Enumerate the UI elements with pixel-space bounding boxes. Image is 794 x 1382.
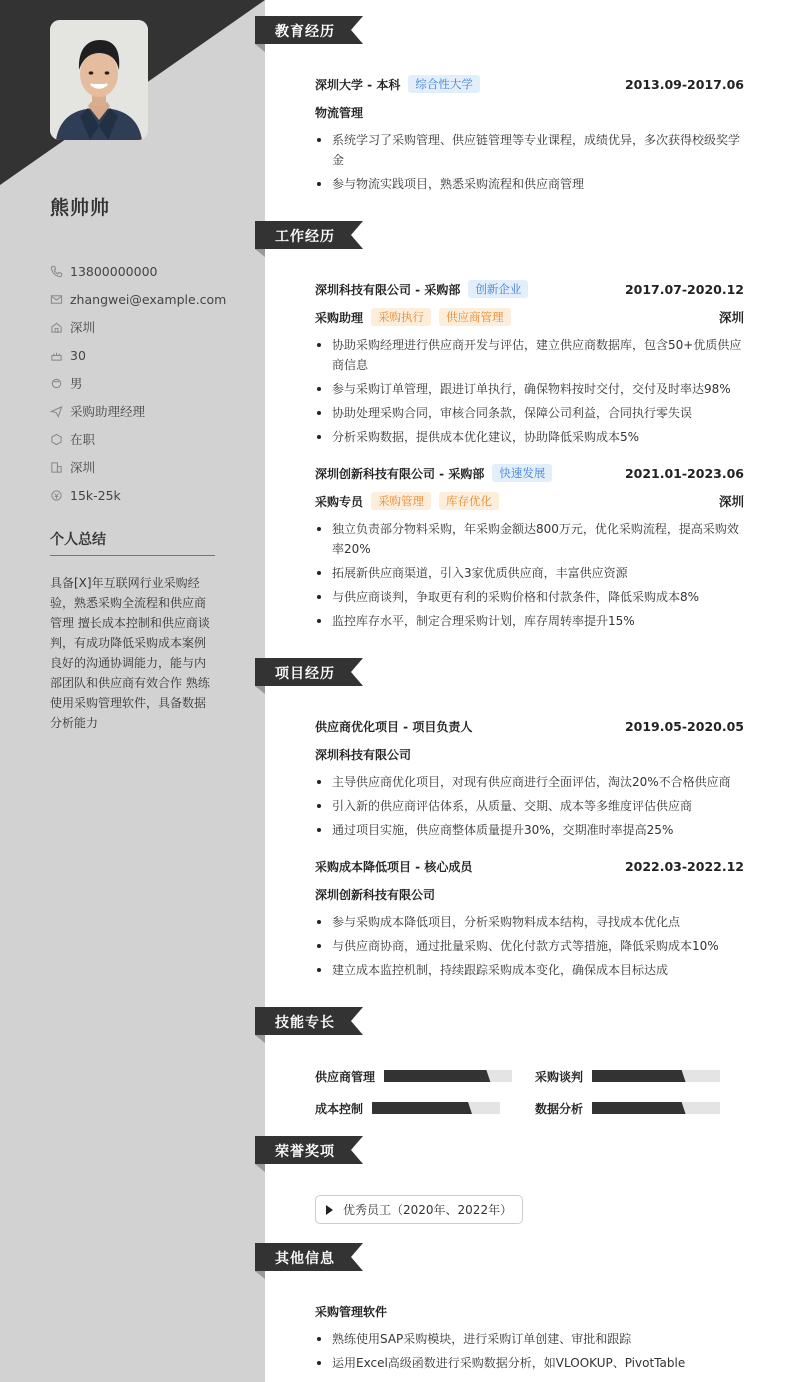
skill-bar (384, 1070, 512, 1082)
list-item: 拓展新供应商渠道，引入3家优质供应商，丰富供应资源 (315, 563, 745, 583)
section-work-title: 工作经历 (275, 229, 335, 245)
company-tag: 快速发展 (492, 464, 552, 482)
project-name: 采购成本降低项目 - 核心成员 (315, 859, 473, 874)
award-text: 优秀员工（2020年、2022年） (343, 1203, 513, 1217)
company-name: 深圳科技有限公司 - 采购部 (315, 282, 461, 297)
skill-item (315, 1066, 512, 1086)
list-item: 主导供应商优化项目，对现有供应商进行全面评估，淘汰20%不合格供应商 (315, 772, 745, 792)
work-location: 深圳 (718, 494, 744, 509)
education-header-row (315, 74, 744, 94)
section-awards-title: 荣誉奖项 (275, 1144, 335, 1160)
info-phone (50, 257, 226, 285)
salary-text: 15k-25k (70, 487, 121, 503)
position-tag: 库存优化 (439, 492, 499, 510)
list-item: 通过项目实施，供应商整体质量提升30%，交期准时率提高25% (315, 820, 745, 840)
info-target-job (50, 397, 226, 425)
work-1-header-row (315, 279, 744, 299)
phone-text: 13800000000 (70, 263, 158, 279)
home-icon (50, 321, 63, 334)
cake-icon (50, 349, 63, 362)
list-item: 建立成本监控机制，持续跟踪采购成本变化，确保成本目标达成 (315, 960, 745, 980)
project-period: 2019.05-2020.05 (624, 718, 744, 734)
gender-icon (50, 377, 63, 390)
info-target-city (50, 453, 226, 481)
section-fold (255, 44, 265, 52)
section-work-header (255, 221, 363, 251)
section-education-header (255, 16, 363, 46)
project-2-company-row (315, 884, 744, 904)
school-tag: 综合性大学 (408, 75, 480, 93)
main-content (265, 0, 794, 1382)
company-tag: 创新企业 (468, 280, 528, 298)
list-item: 参与采购成本降低项目，分析采购物料成本结构，寻找成本优化点 (315, 912, 745, 932)
list-item: 系统学习了采购管理、供应链管理等专业课程，成绩优异，多次获得校级奖学金 (315, 130, 745, 170)
skill-bar-fill (592, 1102, 720, 1114)
work-1-position-row (315, 307, 744, 327)
send-icon (50, 405, 63, 418)
section-awards-header (255, 1136, 363, 1166)
skill-name: 供应商管理 (315, 1069, 376, 1084)
list-item: 参与物流实践项目，熟悉采购流程和供应商管理 (315, 174, 745, 194)
info-email (50, 285, 226, 313)
list-item: 协助采购经理进行供应商开发与评估，建立供应商数据库，包含50+优质供应商信息 (315, 335, 745, 375)
project-company: 深圳创新科技有限公司 (315, 887, 436, 902)
skill-name: 成本控制 (315, 1101, 364, 1116)
work-period: 2021.01-2023.06 (624, 465, 744, 481)
work-2-bullets (315, 519, 745, 635)
section-other-header (255, 1243, 363, 1273)
info-age (50, 341, 226, 369)
position-tag: 供应商管理 (439, 308, 511, 326)
other-title: 采购管理软件 (315, 1304, 388, 1319)
play-icon (326, 1205, 333, 1215)
work-1-bullets (315, 335, 745, 451)
skill-bar-fill (592, 1070, 720, 1082)
money-icon (50, 489, 63, 502)
section-skills-title: 技能专长 (275, 1015, 335, 1031)
project-1-header-row (315, 716, 744, 736)
position-tag: 采购执行 (371, 308, 431, 326)
skill-bar (592, 1102, 720, 1114)
avatar-photo (50, 20, 148, 140)
project-name: 供应商优化项目 - 项目负责人 (315, 719, 473, 734)
project-1-company-row (315, 744, 744, 764)
major-name: 物流管理 (315, 105, 364, 120)
phone-icon (50, 265, 63, 278)
summary-divider (50, 555, 215, 556)
education-bullets (315, 130, 745, 198)
contact-info (50, 257, 226, 509)
list-item: 与供应商谈判，争取更有利的采购价格和付款条件，降低采购成本8% (315, 587, 745, 607)
list-item: 独立负责部分物料采购，年采购金额达800万元，优化采购流程，提高采购效率20% (315, 519, 745, 559)
position-tag: 采购管理 (371, 492, 431, 510)
status-text: 在职 (70, 432, 96, 447)
building-icon (50, 461, 63, 474)
school-name: 深圳大学 - 本科 (315, 77, 401, 92)
other-bullets (315, 1329, 745, 1377)
list-item: 运用Excel高级函数进行采购数据分析，如VLOOKUP、PivotTable (315, 1353, 745, 1373)
info-status (50, 425, 226, 453)
list-item: 熟练使用SAP采购模块，进行采购订单创建、审批和跟踪 (315, 1329, 745, 1349)
skill-bar (372, 1102, 500, 1114)
position-name: 采购专员 (315, 494, 364, 509)
work-2-header-row (315, 463, 744, 483)
work-period: 2017.07-2020.12 (624, 281, 744, 297)
sidebar (0, 0, 265, 1382)
list-item: 与供应商协商，通过批量采购、优化付款方式等措施，降低采购成本10% (315, 936, 745, 956)
city-text: 深圳 (70, 320, 96, 335)
section-skills-header (255, 1007, 363, 1037)
target-city-text: 深圳 (70, 460, 96, 475)
award-item (315, 1195, 523, 1224)
section-other-title: 其他信息 (275, 1251, 335, 1267)
position-name: 采购助理 (315, 310, 364, 325)
project-company: 深圳科技有限公司 (315, 747, 412, 762)
skill-item (535, 1098, 720, 1118)
work-location: 深圳 (718, 310, 744, 325)
skill-bar (592, 1070, 720, 1082)
mail-icon (50, 293, 63, 306)
candidate-name: 熊帅帅 (50, 197, 111, 219)
skill-item (535, 1066, 720, 1086)
section-project-title: 项目经历 (275, 666, 335, 682)
project-2-header-row (315, 856, 744, 876)
section-fold (255, 686, 265, 694)
company-name: 深圳创新科技有限公司 - 采购部 (315, 466, 485, 481)
summary-title: 个人总结 (50, 532, 106, 548)
section-project-header (255, 658, 363, 688)
skill-bar-fill (372, 1102, 500, 1114)
education-period: 2013.09-2017.06 (624, 76, 744, 92)
gender-text: 男 (70, 376, 83, 391)
section-education-title: 教育经历 (275, 24, 335, 40)
education-major-row (315, 102, 744, 122)
skill-bar-fill (384, 1070, 512, 1082)
section-fold (255, 1035, 265, 1043)
project-period: 2022.03-2022.12 (624, 858, 744, 874)
section-fold (255, 249, 265, 257)
skill-item (315, 1098, 500, 1118)
section-fold (255, 1271, 265, 1279)
list-item: 分析采购数据，提供成本优化建议，协助降低采购成本5% (315, 427, 745, 447)
list-item: 协助处理采购合同，审核合同条款，保障公司利益，合同执行零失误 (315, 403, 745, 423)
list-item: 参与采购订单管理，跟进订单执行，确保物料按时交付，交付及时率达98% (315, 379, 745, 399)
status-icon (50, 433, 63, 446)
info-salary (50, 481, 226, 509)
other-title-row (315, 1301, 744, 1321)
email-text: zhangwei@example.com (70, 291, 227, 307)
avatar (50, 20, 148, 140)
skill-name: 采购谈判 (535, 1069, 584, 1084)
list-item: 监控库存水平，制定合理采购计划，库存周转率提升15% (315, 611, 745, 631)
target-job-text: 采购助理经理 (70, 404, 146, 419)
list-item: 引入新的供应商评估体系，从质量、交期、成本等多维度评估供应商 (315, 796, 745, 816)
project-1-bullets (315, 772, 745, 844)
section-fold (255, 1164, 265, 1172)
info-gender (50, 369, 226, 397)
project-2-bullets (315, 912, 745, 984)
summary-text: 具备[X]年互联网行业采购经验，熟悉采购全流程和供应商管理 擅长成本控制和供应商谈判，有成功降低采购成本案例 良好的沟通协调能力，能与内部团队和供应商有效合作 熟练使用采购管理软件，具备数据分析能力 (50, 576, 210, 730)
age-text: 30 (70, 347, 86, 363)
work-2-position-row (315, 491, 744, 511)
skill-name: 数据分析 (535, 1101, 584, 1116)
info-city (50, 313, 226, 341)
